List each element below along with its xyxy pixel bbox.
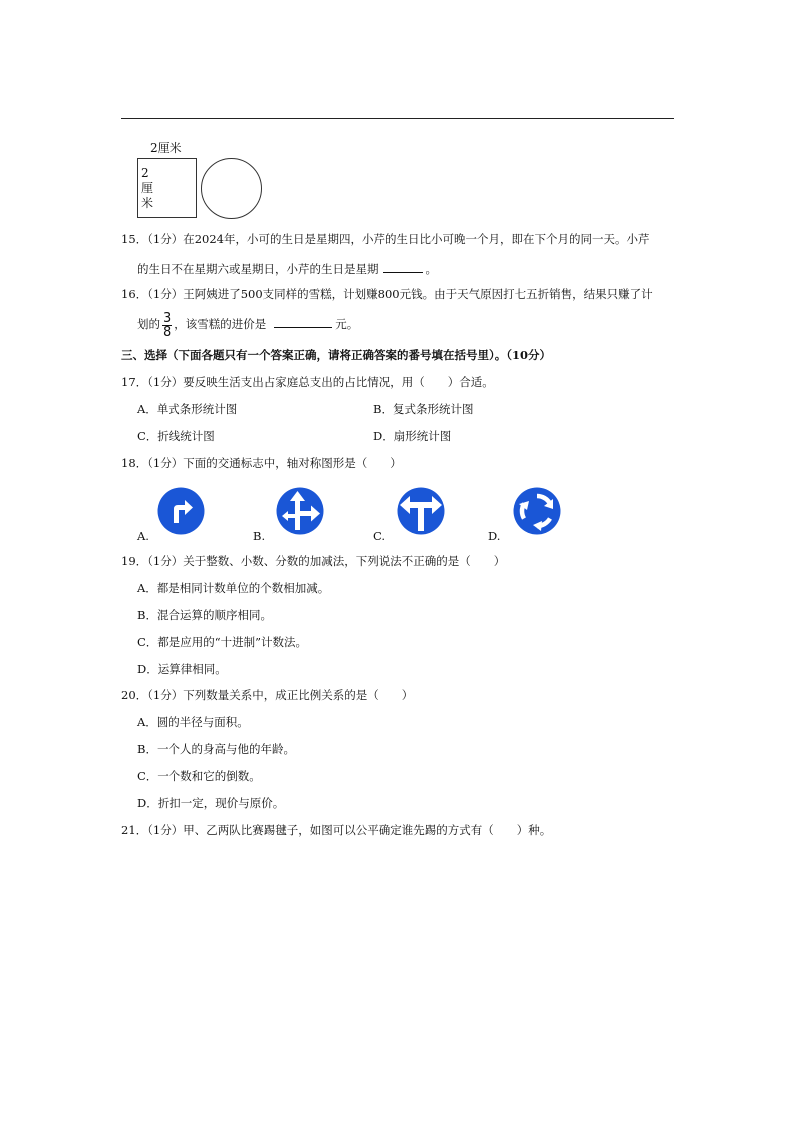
q21-stem: 21．（1分）甲、乙两队比赛踢毽子，如图可以公平确定谁先踢的方式有（ ）种。 [121,823,552,837]
q19-option-a[interactable]: A．都是相同计数单位的个数相加减。 [137,581,330,595]
q18-option-b-label[interactable]: B. [253,529,266,543]
fraction-three-eighths [162,312,172,339]
turn-right-sign-icon[interactable] [157,487,205,535]
q17-option-a[interactable]: A．单式条形统计图 [137,402,238,416]
q15-line2-end: 。 [425,262,437,276]
q19-stem: 19．（1分）关于整数、小数、分数的加减法，下列说法不正确的是（ ） [121,554,506,568]
q18-stem: 18．（1分）下面的交通标志中，轴对称图形是（ ） [121,456,402,470]
q19-option-c[interactable]: C．都是应用的“十进制”计数法。 [137,635,308,649]
q17-option-d[interactable]: D．扇形统计图 [373,429,452,443]
square-side-label: 2厘米 [141,166,154,210]
q15-line1: 15．（1分）在2024年，小可的生日是星期四，小芹的生日比小可晚一个月，即在下个月的同一天。小芹 [121,232,650,246]
q19-option-b[interactable]: B．混合运算的顺序相同。 [137,608,272,622]
roundabout-sign-icon[interactable] [513,487,561,535]
q19-option-d[interactable]: D．运算律相同。 [137,662,227,676]
q20-option-b[interactable]: B．一个人的身高与他的年龄。 [137,742,295,756]
q16-answer-blank[interactable] [274,317,332,328]
q18-option-c-label[interactable]: C. [373,529,386,543]
q18-option-d-label[interactable]: D. [488,529,501,543]
q16-line2-pre: 划的 [137,317,160,331]
q16-line2 [137,311,358,339]
q17-option-b[interactable]: B．复式条形统计图 [373,402,474,416]
straight-or-right-sign-icon[interactable] [276,487,324,535]
q17-stem: 17．（1分）要反映生活支出占家庭总支出的占比情况，用（ ）合适。 [121,375,494,389]
q16-line2-end: 元。 [335,317,359,331]
circle-figure [201,158,262,219]
q20-option-a[interactable]: A．圆的半径与面积。 [137,715,249,729]
q15-line2 [137,262,437,276]
q18-option-a-label[interactable]: A. [137,529,149,543]
q17-option-c[interactable]: C．折线统计图 [137,429,215,443]
q16-line2-mid: ，该雪糕的进价是 [174,317,267,331]
fraction-numerator: 3 [163,310,172,326]
q15-line2-text: 的生日不在星期六或星期日，小芹的生日是星期 [137,262,379,276]
section3-heading: 三、选择（下面各题只有一个答案正确，请将正确答案的番号填在括号里）。（10分） [121,348,551,362]
header-rule [121,118,674,119]
q20-option-c[interactable]: C．一个数和它的倒数。 [137,769,261,783]
q20-stem: 20．（1分）下列数量关系中，成正比例关系的是（ ） [121,688,414,702]
q20-option-d[interactable]: D．折扣一定，现价与原价。 [137,796,285,810]
q15-answer-blank[interactable] [383,262,423,273]
turn-left-or-right-sign-icon[interactable] [397,487,445,535]
q16-line1: 16．（1分）王阿姨进了500支同样的雪糕，计划赚800元钱。由于天气原因打七五折销售，结果只赚了计 [121,287,653,301]
square-top-label: 2厘米 [150,141,182,155]
fraction-denominator: 8 [163,324,172,340]
